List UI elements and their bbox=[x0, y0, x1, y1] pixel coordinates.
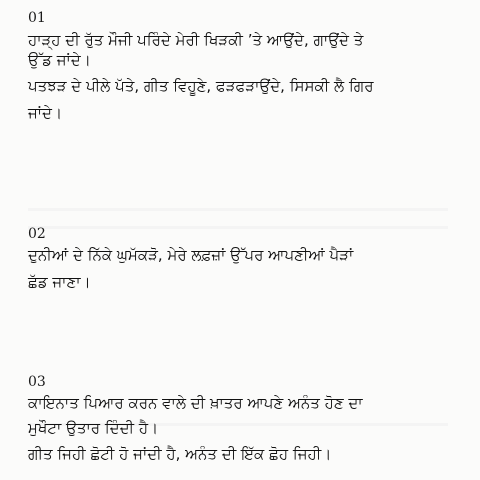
verse-02-line-1: ਦੁਨੀਆਂ ਦੇ ਨਿੱਕੇ ਘੁਮੱਕੜੋ, ਮੇਰੇ ਲਫ਼ਜ਼ਾਂ ਉੱਪਰ ਆਪਣੀਆਂ ਪੈੜਾਂ bbox=[28, 246, 354, 264]
verse-01-line-2: ਉੱਡ ਜਾਂਦੇ। bbox=[28, 51, 91, 69]
show-through-line bbox=[28, 208, 448, 211]
verse-02-line-2: ਛੱਡ ਜਾਣਾ। bbox=[28, 273, 91, 291]
verse-03-line-3: ਗੀਤ ਜਿਹੀ ਛੋਟੀ ਹੋ ਜਾਂਦੀ ਹੈ, ਅਨੰਤ ਦੀ ਇੱਕ ਛੋਹ ਜਿਹੀ। bbox=[28, 445, 332, 463]
verse-03-line-1: ਕਾਇਨਾਤ ਪਿਆਰ ਕਰਨ ਵਾਲੇ ਦੀ ਖ਼ਾਤਰ ਆਪਣੇ ਅਨੰਤ ਹੋਣ ਦਾ bbox=[28, 394, 363, 412]
verse-03-line-2: ਮੁਖੌਟਾ ਉਤਾਰ ਦਿੰਦੀ ਹੈ। bbox=[28, 419, 159, 437]
verse-number-02: 02 bbox=[28, 226, 46, 242]
verse-01-line-3: ਪਤਝੜ ਦੇ ਪੀਲੇ ਪੱਤੇ, ਗੀਤ ਵਿਹੂਣੇ, ਫੜਫੜਾਉਂਦੇ, ਸਿਸਕੀ ਲੈ ਗਿਰ bbox=[28, 77, 374, 95]
show-through-line bbox=[28, 226, 448, 229]
verse-number-03: 03 bbox=[28, 374, 46, 390]
verse-01-line-1: ਹਾੜ੍ਹ ਦੀ ਰੁੱਤ ਮੌਜੀ ਪਰਿੰਦੇ ਮੇਰੀ ਖਿੜਕੀ ’ਤੇ ਆਉਂਦੇ, ਗਾਉਂਦੇ ਤੇ bbox=[28, 31, 364, 49]
verse-number-01: 01 bbox=[28, 10, 46, 26]
verse-01-line-4: ਜਾਂਦੇ। bbox=[28, 104, 63, 122]
